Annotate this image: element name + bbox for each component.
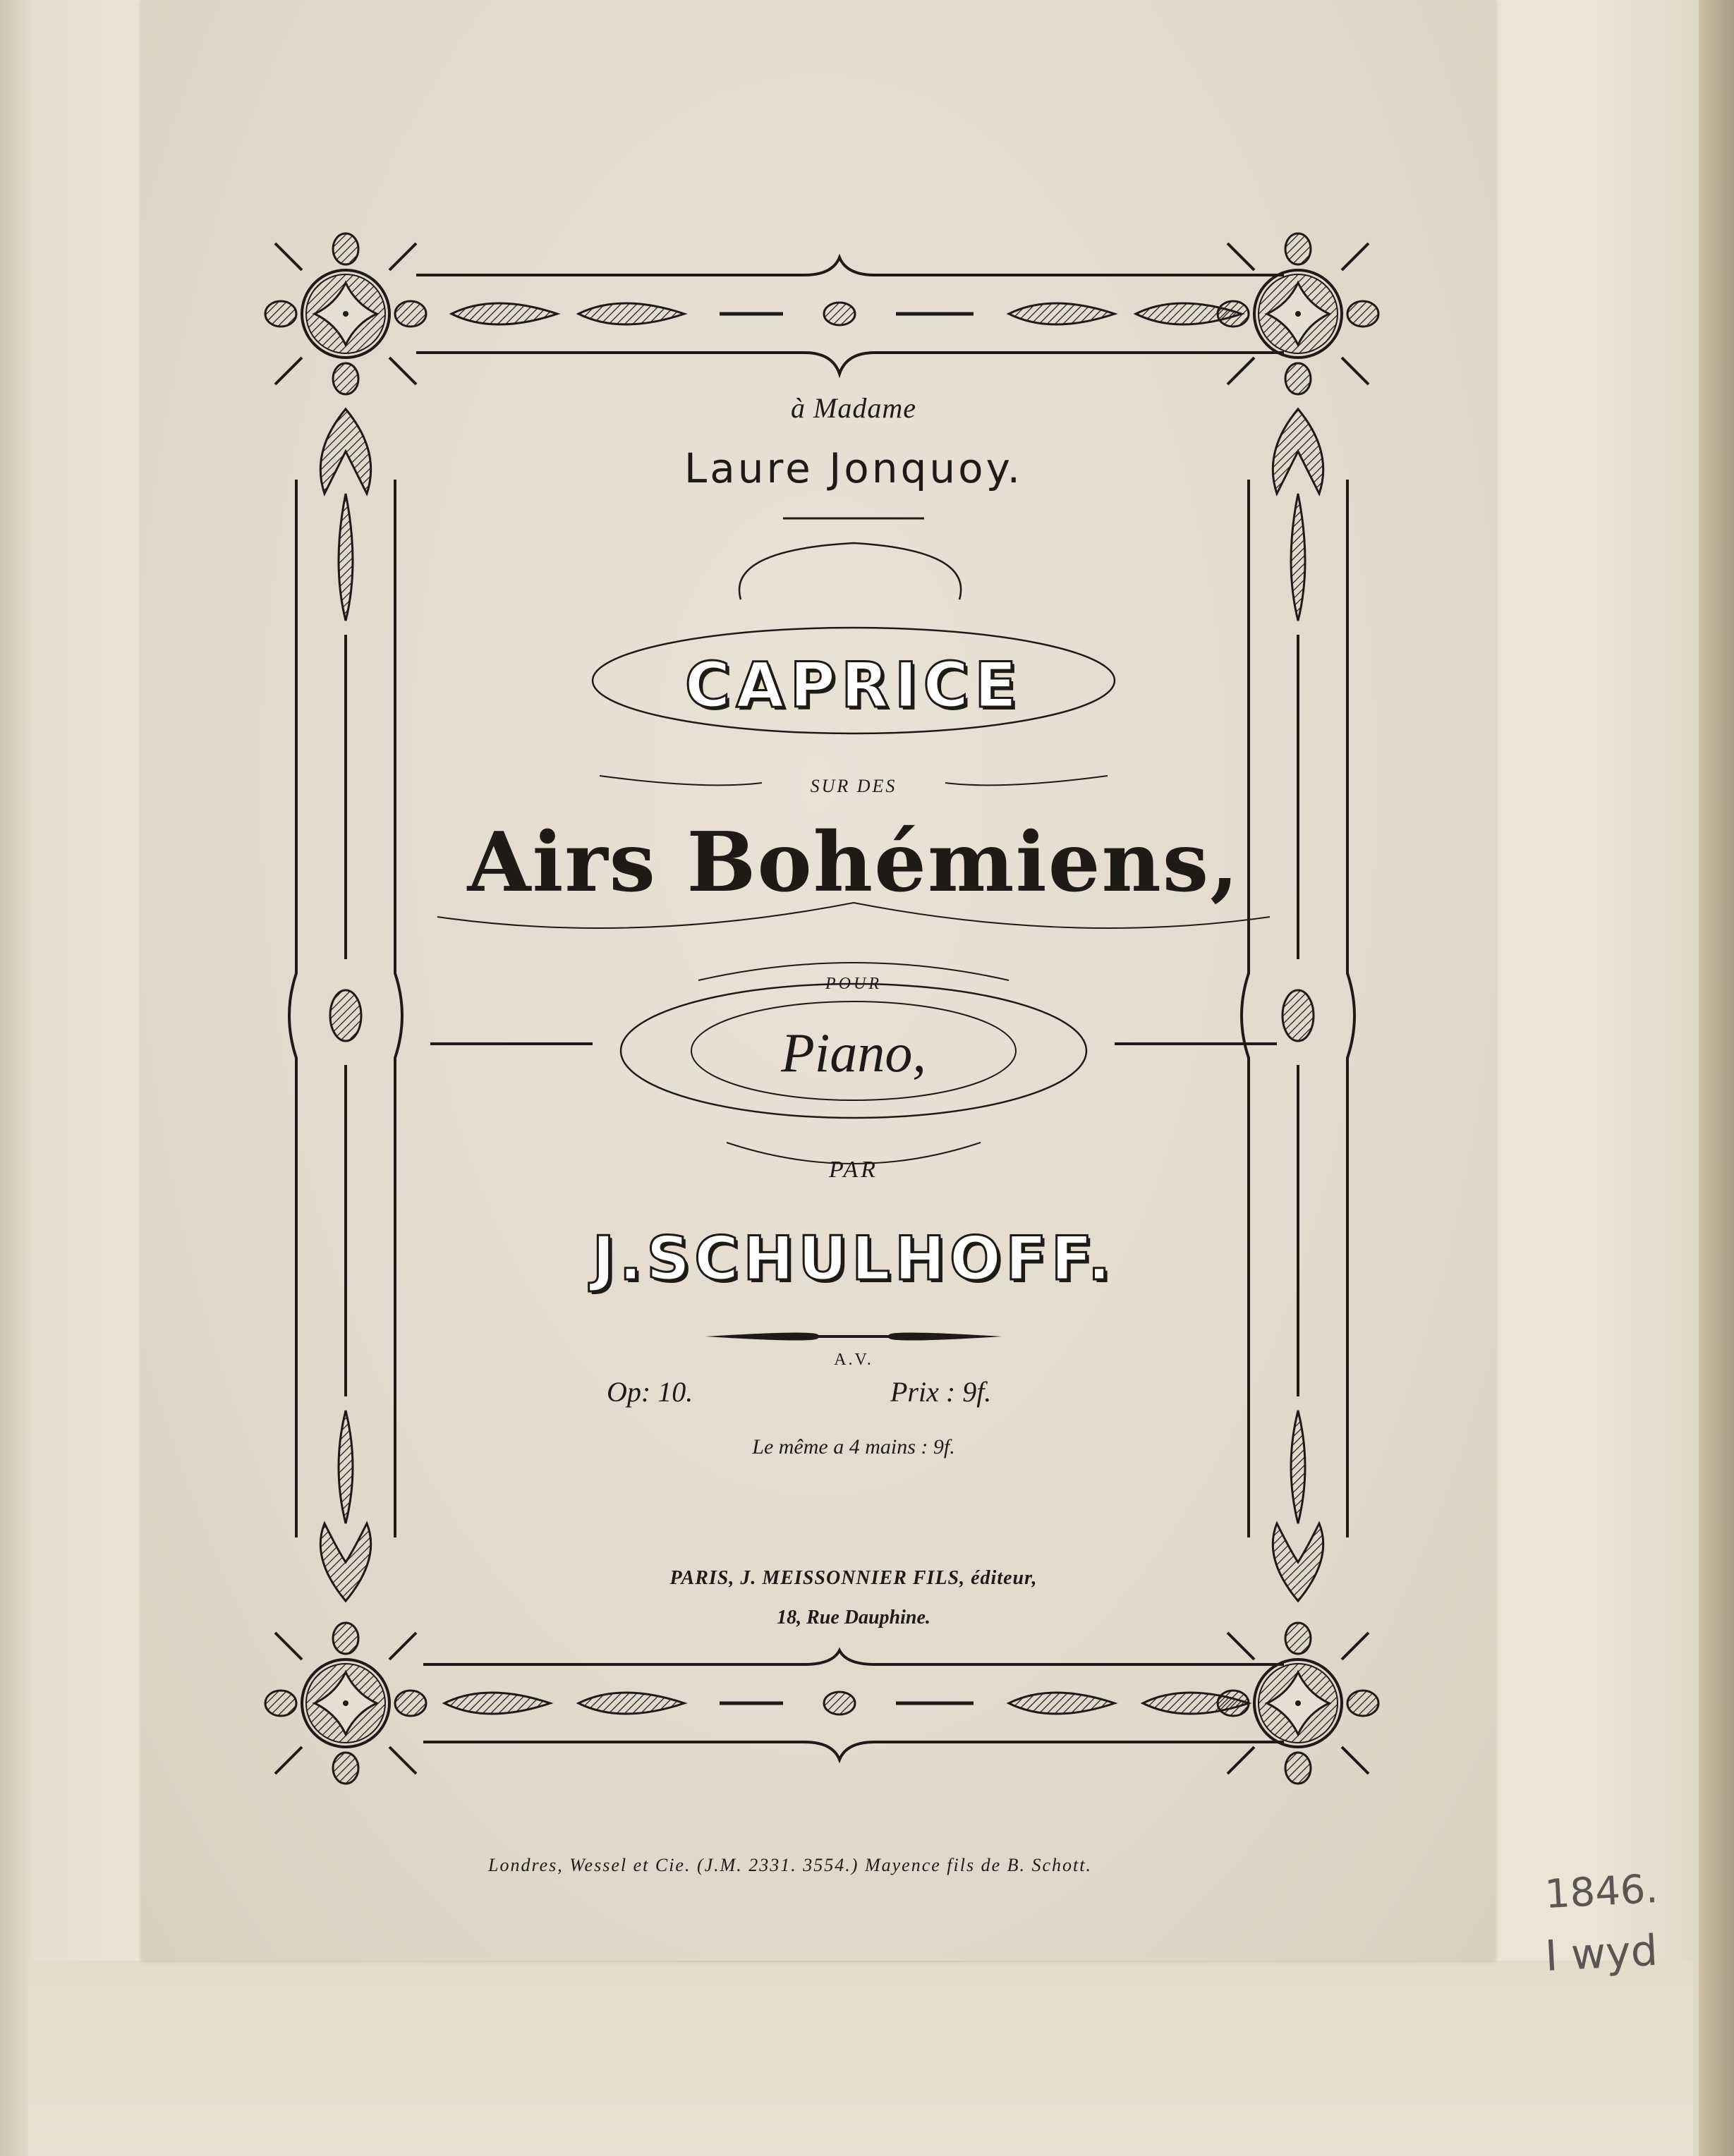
dedication-name: Laure Jonquoy.: [684, 444, 1024, 492]
footer-imprint: Londres, Wessel et Cie. (J.M. 2331. 3554.) Mayence fils de B. Schott.: [488, 1855, 1092, 1875]
composer-connector: PAR: [829, 1157, 878, 1183]
composer-name: J.SCHULHOFF.: [592, 1224, 1115, 1294]
dedication-line-1: à Madame: [791, 392, 916, 424]
page-title: CAPRICE: [684, 649, 1023, 721]
four-hands-note: Le même a 4 mains : 9f.: [752, 1435, 955, 1458]
initials: A.V.: [834, 1351, 873, 1369]
title-connector: SUR DES: [810, 776, 897, 796]
publisher-address: 18, Rue Dauphine.: [777, 1607, 930, 1628]
pencil-note: I wyd: [1544, 1925, 1659, 1982]
publisher-line-1: PARIS, J. MEISSONNIER FILS, éditeur,: [669, 1567, 1038, 1589]
instrument-name: Piano,: [781, 1022, 926, 1083]
pencil-year: 1846.: [1544, 1865, 1659, 1918]
price: Prix : 9f.: [890, 1376, 992, 1408]
subtitle: Airs Bohémiens,: [467, 815, 1240, 910]
opus-number: Op: 10.: [607, 1376, 693, 1408]
instrument-connector: POUR: [825, 975, 882, 993]
